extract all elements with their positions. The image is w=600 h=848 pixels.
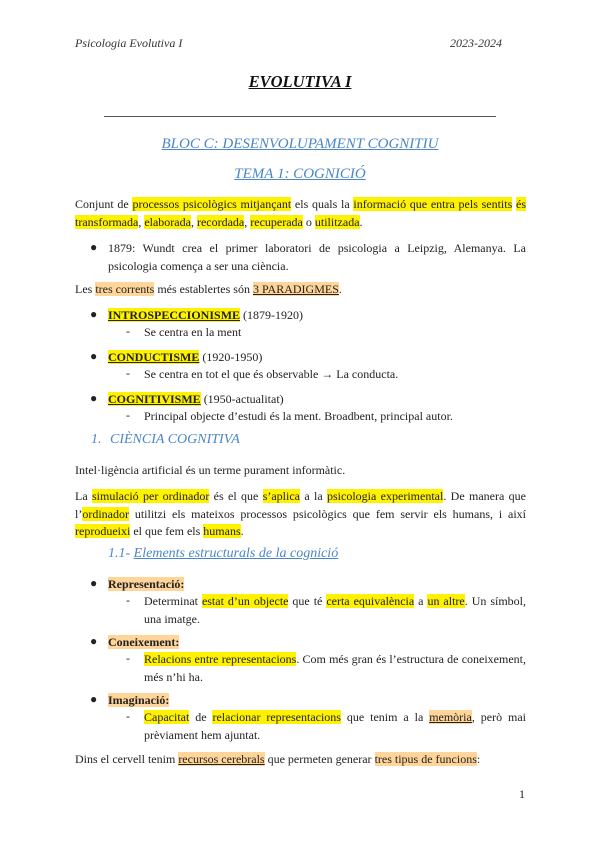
wundt-bullet: 1879: Wundt crea el primer laboratori de psicologia a Leipzig, Alemanya. La psicologia comença a ser una ciència. [108,241,526,273]
paradigm-description: Se centra en la ment [144,325,242,339]
paradigm-item: CONDUCTISME (1920-1950) [108,350,263,364]
element-description: Capacitat de relacionar representacions que tenim a la memòria, però mai prèviament hem ajuntat. [144,710,526,742]
paradigm-description: Principal objecte d’estudi és la ment. Broadbent, principal autor. [144,409,453,423]
currents-paragraph: Les tres corrents més establertes són 3 PARADIGMES. [75,282,342,296]
paradigm-item: COGNITIVISME (1950-actualitat) [108,392,284,406]
dash-marker: - [126,408,130,422]
intro-paragraph: Conjunt de processos psicològics mitjançant els quals la informació que entra pels sentits és transformada, elaborada, recordada, recuperada o utilitzada. [75,197,527,229]
tema-heading: TEMA 1: COGNICIÓ [234,166,366,182]
final-paragraph: Dins el cervell tenim recursos cerebrals que permeten generar tres tipus de funcions: [75,752,481,766]
title-divider [104,116,496,117]
element-item: Representació: [108,577,185,591]
dash-marker: - [126,709,130,723]
bullet-icon: ● [90,634,98,648]
dash-marker: - [126,366,130,380]
subsection-heading: 1.1- Elements estructurals de la cognició [108,546,339,561]
bullet-icon: ● [90,576,98,590]
element-item: Coneixement: [108,635,180,649]
dash-marker: - [126,651,130,665]
section-heading: CIÈNCIA COGNITIVA [110,432,240,447]
bullet-icon: ● [90,307,98,321]
paradigm-description: Se centra en tot el que és observable → La conducta. [144,367,399,381]
element-description: Relacions entre representacions. Com més gran és l’estructura de coneixement, més n’hi ha. [144,652,526,684]
simulation-paragraph: La simulació per ordinador és el que s’aplica a la psicologia experimental. De manera que l’ordinador utilitzi els mateixos processos psicològics que fem servir els humans, i així reprodueixi el que fem els humans. [75,489,526,538]
dash-marker: - [126,593,130,607]
element-item: Imaginació: [108,693,170,707]
bullet-icon: ● [90,349,98,363]
page-number: 1 [519,787,525,801]
section-number: 1. [91,432,102,447]
bullet-icon: ● [90,692,98,706]
document-title: EVOLUTIVA I [248,72,352,91]
dash-marker: - [126,324,130,338]
bullet-icon: ● [90,391,98,405]
header-year: 2023-2024 [450,36,502,50]
ai-paragraph: Intel·ligència artificial és un terme purament informàtic. [75,463,346,477]
paradigm-item: INTROSPECCIONISME (1879-1920) [108,308,304,322]
header-course: Psicologia Evolutiva I [75,36,183,50]
bloc-heading: BLOC C: DESENVOLUPAMENT COGNITIU [161,136,439,152]
bullet-icon: ● [90,240,98,254]
element-description: Determinat estat d’un objecte que té certa equivalència a un altre. Un símbol, una imatge. [144,594,526,626]
